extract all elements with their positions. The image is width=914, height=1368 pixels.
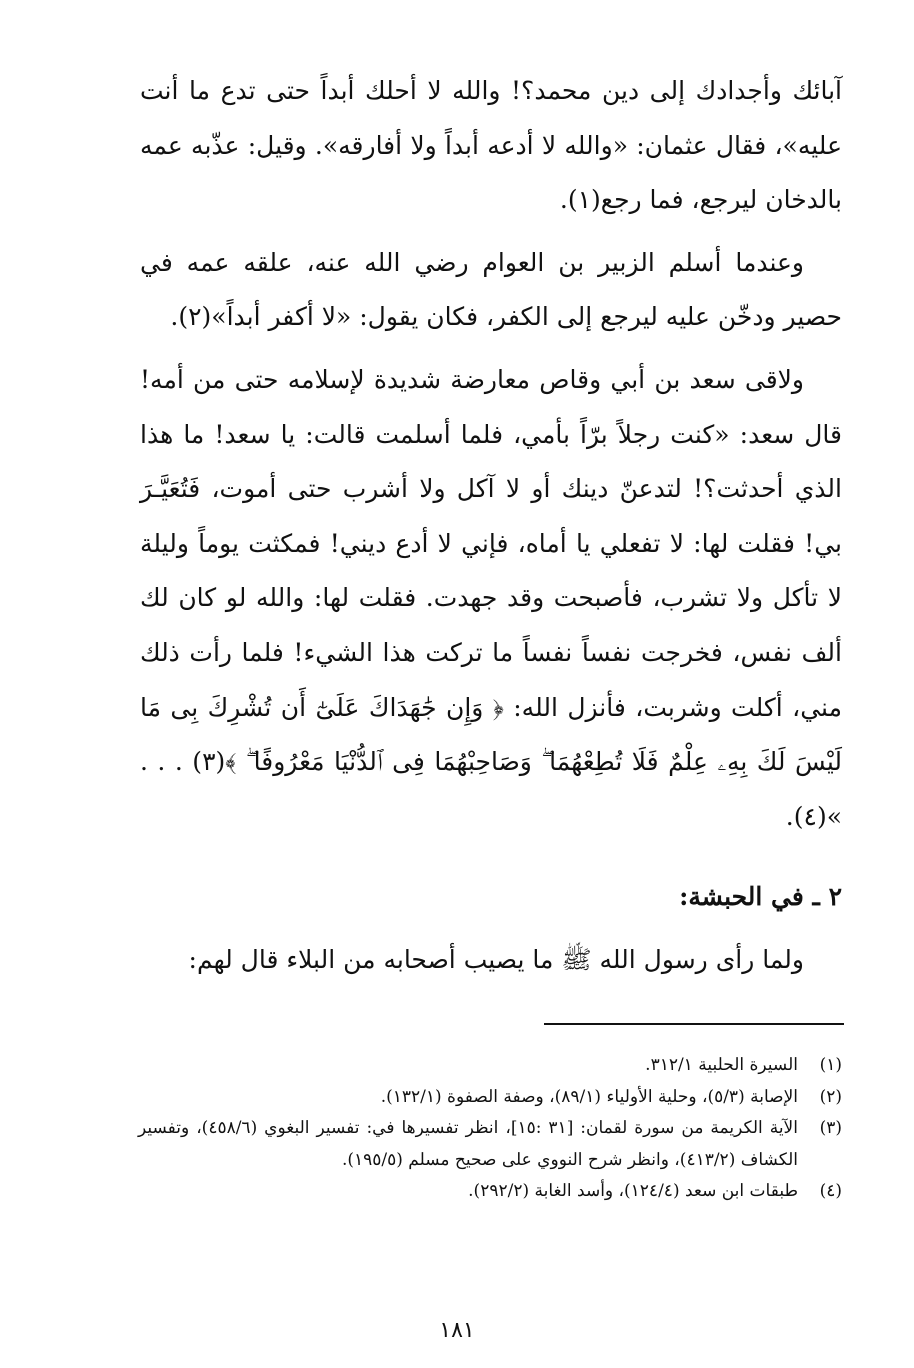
footnote-text: الإصابة (٥/٣)، وحلية الأولياء (٨٩/١)، وصفة الصفوة (١٣٢/١). [380,1086,798,1107]
footnote-1 [138,1050,842,1082]
footnote-text: طبقات ابن سعد (١٢٤/٤)، وأسد الغابة (٢٩٢/٢). [468,1181,798,1202]
page-number: ١٨١ [439,1318,475,1343]
footnote-separator [544,1023,844,1025]
footnote-text: السيرة الحلبية ٣١٢/١. [645,1055,798,1075]
footnotes [138,1050,842,1208]
footnote-4 [138,1176,842,1208]
section-heading: ٢ ـ في الحبشة: [679,882,842,912]
footnote-2 [138,1082,842,1114]
main-text [140,64,842,988]
footnote-number: (٤) [819,1181,842,1202]
footnote-number: (٣) [819,1118,842,1139]
paragraph-uthman: آبائك وأجدادك إلى دين محمد؟! والله لا أحلك أبداً حتى تدع ما أنت عليه»، فقال عثمان: «والله لا أدعه أبداً ولا أفارقه». وقيل: عذّبه عمه بالدخان ليرجع، فما رجع(١). [140,76,842,215]
paragraph-habasha: ولما رأى رسول الله ﷺ ما يصيب أصحابه من البلاء قال لهم: [188,944,804,974]
footnote-3 [138,1113,842,1176]
footnote-text: الآية الكريمة من سورة لقمان: [٣١ :١٥]، انظر تفسيرها في: تفسير البغوي (٤٥٨/٦)، وتفسير الكشاف (٤١٣/٢)، وانظر شرح النووي على صحيح مسلم (١٩٥/٥). [138,1118,798,1170]
footnote-number: (١) [819,1055,842,1075]
paragraph-saad: ولاقى سعد بن أبي وقاص معارضة شديدة لإسلامه حتى من أمه! قال سعد: «كنت رجلاً برّاً بأمي، فلما أسلمت قالت: يا سعد! ما هذا الذي أحدثت؟! لتدعنّ دينك أو لا آكل ولا أشرب حتى أموت، فَتُعَيَّـرَ بي! فقلت لها: لا تفعلي يا أماه، فإني لا أدع ديني! فمكثت يوماً وليلة لا تأكل ولا تشرب، فأصبحت وقد جهدت. فقلت لها: والله لو كان لك ألف نفس، فخرجت نفساً نفساً ما تركت هذا الشيء! فلما رأت ذلك مني، أكلت وشربت، فأنزل الله: ﴿ وَإِن جَٰهَدَاكَ عَلَىٰٓ أَن تُشْرِكَ بِى مَا لَيْسَ لَكَ بِهِۦ عِلْمٌ فَلَا تُطِعْهُمَا ۖ وَصَاحِبْهُمَا فِى ٱلدُّنْيَا مَعْرُوفًا ۖ ﴾(٣) . . . »(٤). [140,364,843,831]
paragraph-zubair: وعندما أسلم الزبير بن العوام رضي الله عنه، علقه عمه في حصير ودخّن عليه ليرجع إلى الكفر، فكان يقول: «لا أكفر أبداً»(٢). [140,247,842,332]
footnote-number: (٢) [819,1086,842,1107]
